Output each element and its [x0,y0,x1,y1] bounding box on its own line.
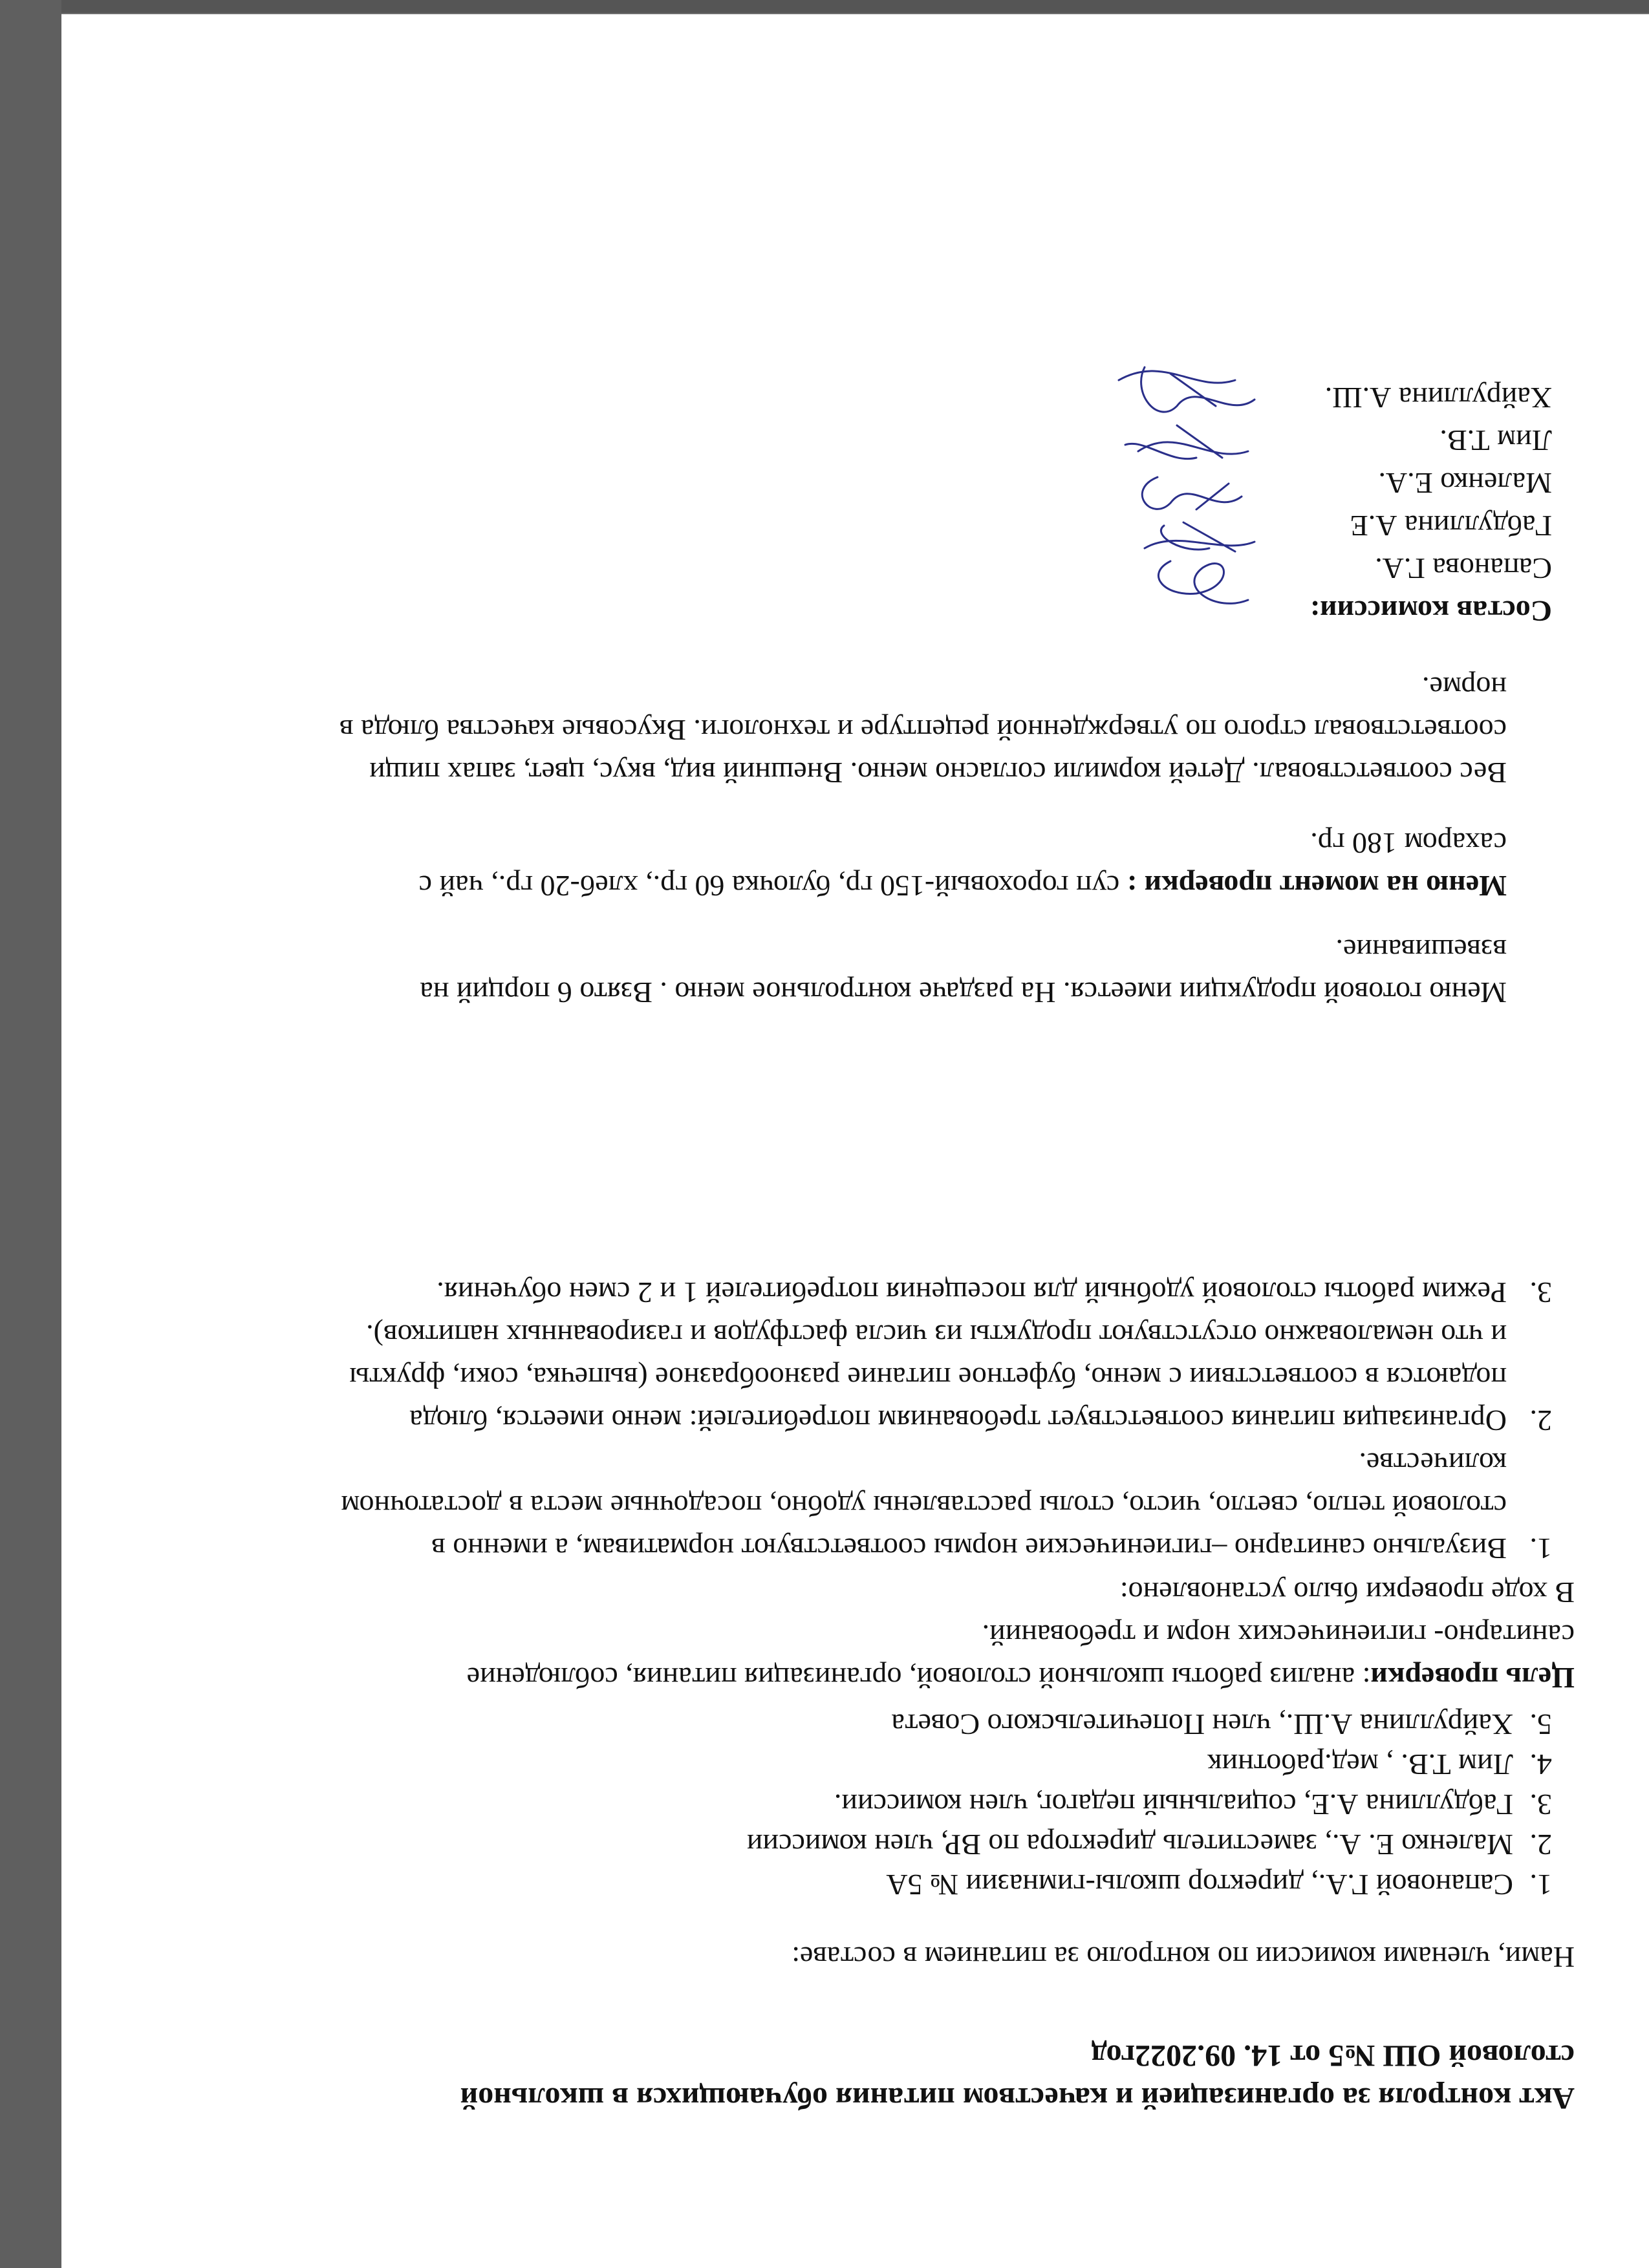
members-list [747,1706,1552,1906]
member-text: Сапановой Г.А., директор школы-гимназии № 5А [886,1868,1513,1901]
list-item [336,1271,1552,1314]
finding-text: Визуально санитарно –гигиенические нормы соответствуют нормативам, а именно в столовой тепло, светло, чисто, столы расставлены удобно, посадочные места в достаточном количестве. [341,1447,1507,1565]
member-text: Лим Т.В. , мед.работник [1207,1748,1513,1781]
commission-member: Сапанова Г.А. [1375,552,1552,585]
member-text: Маленко Е. А., заместитель директора по ВР, член комиссии [746,1828,1513,1861]
menu-check-text: суп гороховый-150 гр, булочка 60 гр., хлеб-20 гр., чай с сахаром 180 гр. [418,827,1507,903]
list-item [747,1826,1552,1866]
list-item [336,1442,1552,1570]
inspection-goal [346,1614,1575,1699]
list-item [747,1746,1552,1786]
list-number: 1. [1529,1532,1552,1565]
list-number: 2. [1529,1404,1552,1437]
document-title: Акт контроля за организацией и качеством питания обучающихся в школьной столовой ОШ №5 от 14. 09.2022год [460,2038,1575,2115]
commission-member: Маленко Е.А. [1378,467,1552,500]
scan-left-border [0,0,61,2268]
signature-stroke [1119,367,1255,412]
signature-stroke [1142,477,1242,509]
list-number: 5. [1529,1708,1552,1741]
signature-stroke [1145,522,1255,551]
list-item [747,1866,1552,1906]
commission-heading: Состав комиссии: [1310,595,1552,628]
member-text: Хайруллина А.Ш., член Попечительского Совета [891,1708,1513,1741]
commission-member: Хайруллина А.Ш. [1324,381,1552,414]
list-item [747,1786,1552,1826]
handwritten-signatures [1106,341,1274,613]
member-text: Габдуллина А.Е, социальный педагог, член комиссии. [834,1788,1513,1821]
signature-stroke [1158,561,1248,603]
finding-text: Организация питания соответствует требованиям потребителей: меню имеется, блюда подаются в соответствии с меню, буфетное питание разнообразное (выпечка, соки, фрукты и что немаловажно отсутствуют продукты из числа фастфудов и газированных напитков). [349,1319,1507,1437]
menu-check-label: Меню на момент проверки : [1126,870,1507,903]
list-number: 3. [1529,1276,1552,1309]
goal-label: Цель проверки [1370,1662,1575,1695]
menu-check-paragraph [330,822,1507,907]
list-item [747,1706,1552,1746]
findings-intro: В ходе проверки было установлено: [1119,1576,1575,1609]
commission-intro: Нами, членами комиссии по контролю за питанием в составе: [792,1941,1575,1974]
list-item [336,1314,1552,1442]
document-content-rotated [61,14,1649,2268]
finding-text: Режим работы столовой удобный для посещения потребителей 1 и 2 смен обучения. [436,1276,1507,1309]
commission-member: Лим Т.В. [1439,424,1552,457]
weight-paragraph: Вес соответствовал. Детей кормили согласно меню. Внешний вид, вкус, цвет, запах пищи соответствовал строго по утвержденной рецептуре и технологи. Вкусовые качества блюда в норме. [339,671,1507,789]
commission-list [1325,376,1552,590]
list-number: 1. [1529,1868,1552,1901]
scan-top-border [0,0,1649,13]
document-page [61,14,1649,2268]
menu-ready-paragraph: Меню готовой продукции имеется. На раздаче контрольное меню . Взято 6 порций на взвешивание. [420,934,1507,1009]
goal-text: : анализ работы школьной столовой, организация питания, соблюдение санитарно- гигиенических норм и требований. [466,1619,1575,1695]
signature-stroke [1125,425,1248,459]
list-number: 4. [1529,1748,1552,1781]
findings-list [336,1271,1552,1570]
commission-member: Габдуллина А.Е [1350,509,1552,542]
list-number: 3. [1529,1788,1552,1821]
list-number: 2. [1529,1828,1552,1861]
